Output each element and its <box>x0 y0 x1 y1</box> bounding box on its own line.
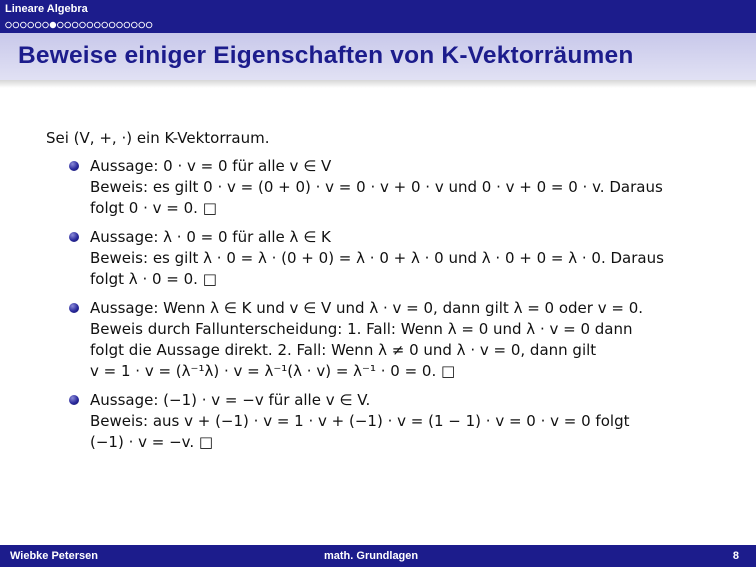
statement-line: Aussage: 0 · v = 0 für alle v ∈ V <box>90 157 332 175</box>
nav-dot[interactable] <box>139 22 145 28</box>
nav-dot[interactable] <box>109 22 115 28</box>
nav-dot[interactable] <box>13 22 19 28</box>
statement-line: Aussage: λ · 0 = 0 für alle λ ∈ K <box>90 228 331 246</box>
proof-line: Beweis: es gilt λ · 0 = λ · (0 + 0) = λ · 0 + λ · 0 und λ · 0 + 0 = λ · 0. Daraus <box>90 249 664 267</box>
list-item <box>46 298 726 382</box>
proof-line: Beweis: es gilt 0 · v = (0 + 0) · v = 0 · v + 0 · v und 0 · v + 0 = 0 · v. Daraus <box>90 178 663 196</box>
bullet-icon <box>69 395 79 405</box>
footer-bar <box>0 545 756 567</box>
nav-dot[interactable] <box>6 22 12 28</box>
nav-dot[interactable] <box>80 22 86 28</box>
nav-dot[interactable] <box>146 22 152 28</box>
section-title: Lineare Algebra <box>5 3 88 15</box>
slide-content <box>46 128 726 461</box>
nav-dot[interactable] <box>65 22 71 28</box>
statement-list <box>46 156 726 453</box>
nav-dot[interactable] <box>43 22 49 28</box>
nav-dot[interactable] <box>28 22 34 28</box>
proof-line: folgt λ · 0 = 0. □ <box>90 270 217 288</box>
navigation-dots-graphic[interactable] <box>5 20 205 30</box>
proof-line: Beweis durch Fallunterscheidung: 1. Fall: Wenn λ = 0 und λ · v = 0 dann <box>90 320 633 338</box>
list-item <box>46 156 726 219</box>
footer-course: math. Grundlagen <box>324 550 419 562</box>
nav-dot[interactable] <box>95 22 101 28</box>
nav-dot[interactable] <box>117 22 123 28</box>
proof-line: Beweis: aus v + (−1) · v = 1 · v + (−1) · v = (1 − 1) · v = 0 · v = 0 folgt <box>90 412 630 430</box>
nav-dot[interactable] <box>87 22 93 28</box>
page-number: 8 <box>732 550 739 562</box>
nav-dot[interactable] <box>72 22 78 28</box>
nav-dot[interactable] <box>21 22 27 28</box>
bullet-icon <box>69 232 79 242</box>
navigation-dots[interactable] <box>5 20 205 30</box>
statement-line: Aussage: Wenn λ ∈ K und v ∈ V und λ · v = 0, dann gilt λ = 0 oder v = 0. <box>90 299 644 317</box>
proof-line: folgt die Aussage direkt. 2. Fall: Wenn λ ≠ 0 und λ · v = 0, dann gilt <box>90 341 597 359</box>
nav-dot[interactable] <box>58 22 64 28</box>
proof-line: folgt 0 · v = 0. □ <box>90 199 217 217</box>
intro-text: Sei (V, +, ·) ein K-Vektorraum. <box>46 129 270 147</box>
proof-line: (−1) · v = −v. □ <box>90 433 214 451</box>
nav-dot[interactable] <box>102 22 108 28</box>
list-item <box>46 390 726 453</box>
nav-dot[interactable] <box>124 22 130 28</box>
title-shadow <box>0 80 756 88</box>
statement-line: Aussage: (−1) · v = −v für alle v ∈ V. <box>90 391 371 409</box>
header-bar <box>0 0 756 33</box>
proof-line: v = 1 · v = (λ⁻¹λ) · v = λ⁻¹(λ · v) = λ⁻¹ · 0 = 0. □ <box>90 362 456 380</box>
slide-title: Beweise einiger Eigenschaften von K-Vektorräumen <box>18 42 634 69</box>
list-item <box>46 227 726 290</box>
title-bar <box>0 33 756 80</box>
footer-author: Wiebke Petersen <box>10 550 98 562</box>
bullet-icon <box>69 161 79 171</box>
nav-dot-current[interactable] <box>50 22 56 28</box>
bullet-icon <box>69 303 79 313</box>
nav-dot[interactable] <box>132 22 138 28</box>
nav-dot[interactable] <box>35 22 41 28</box>
